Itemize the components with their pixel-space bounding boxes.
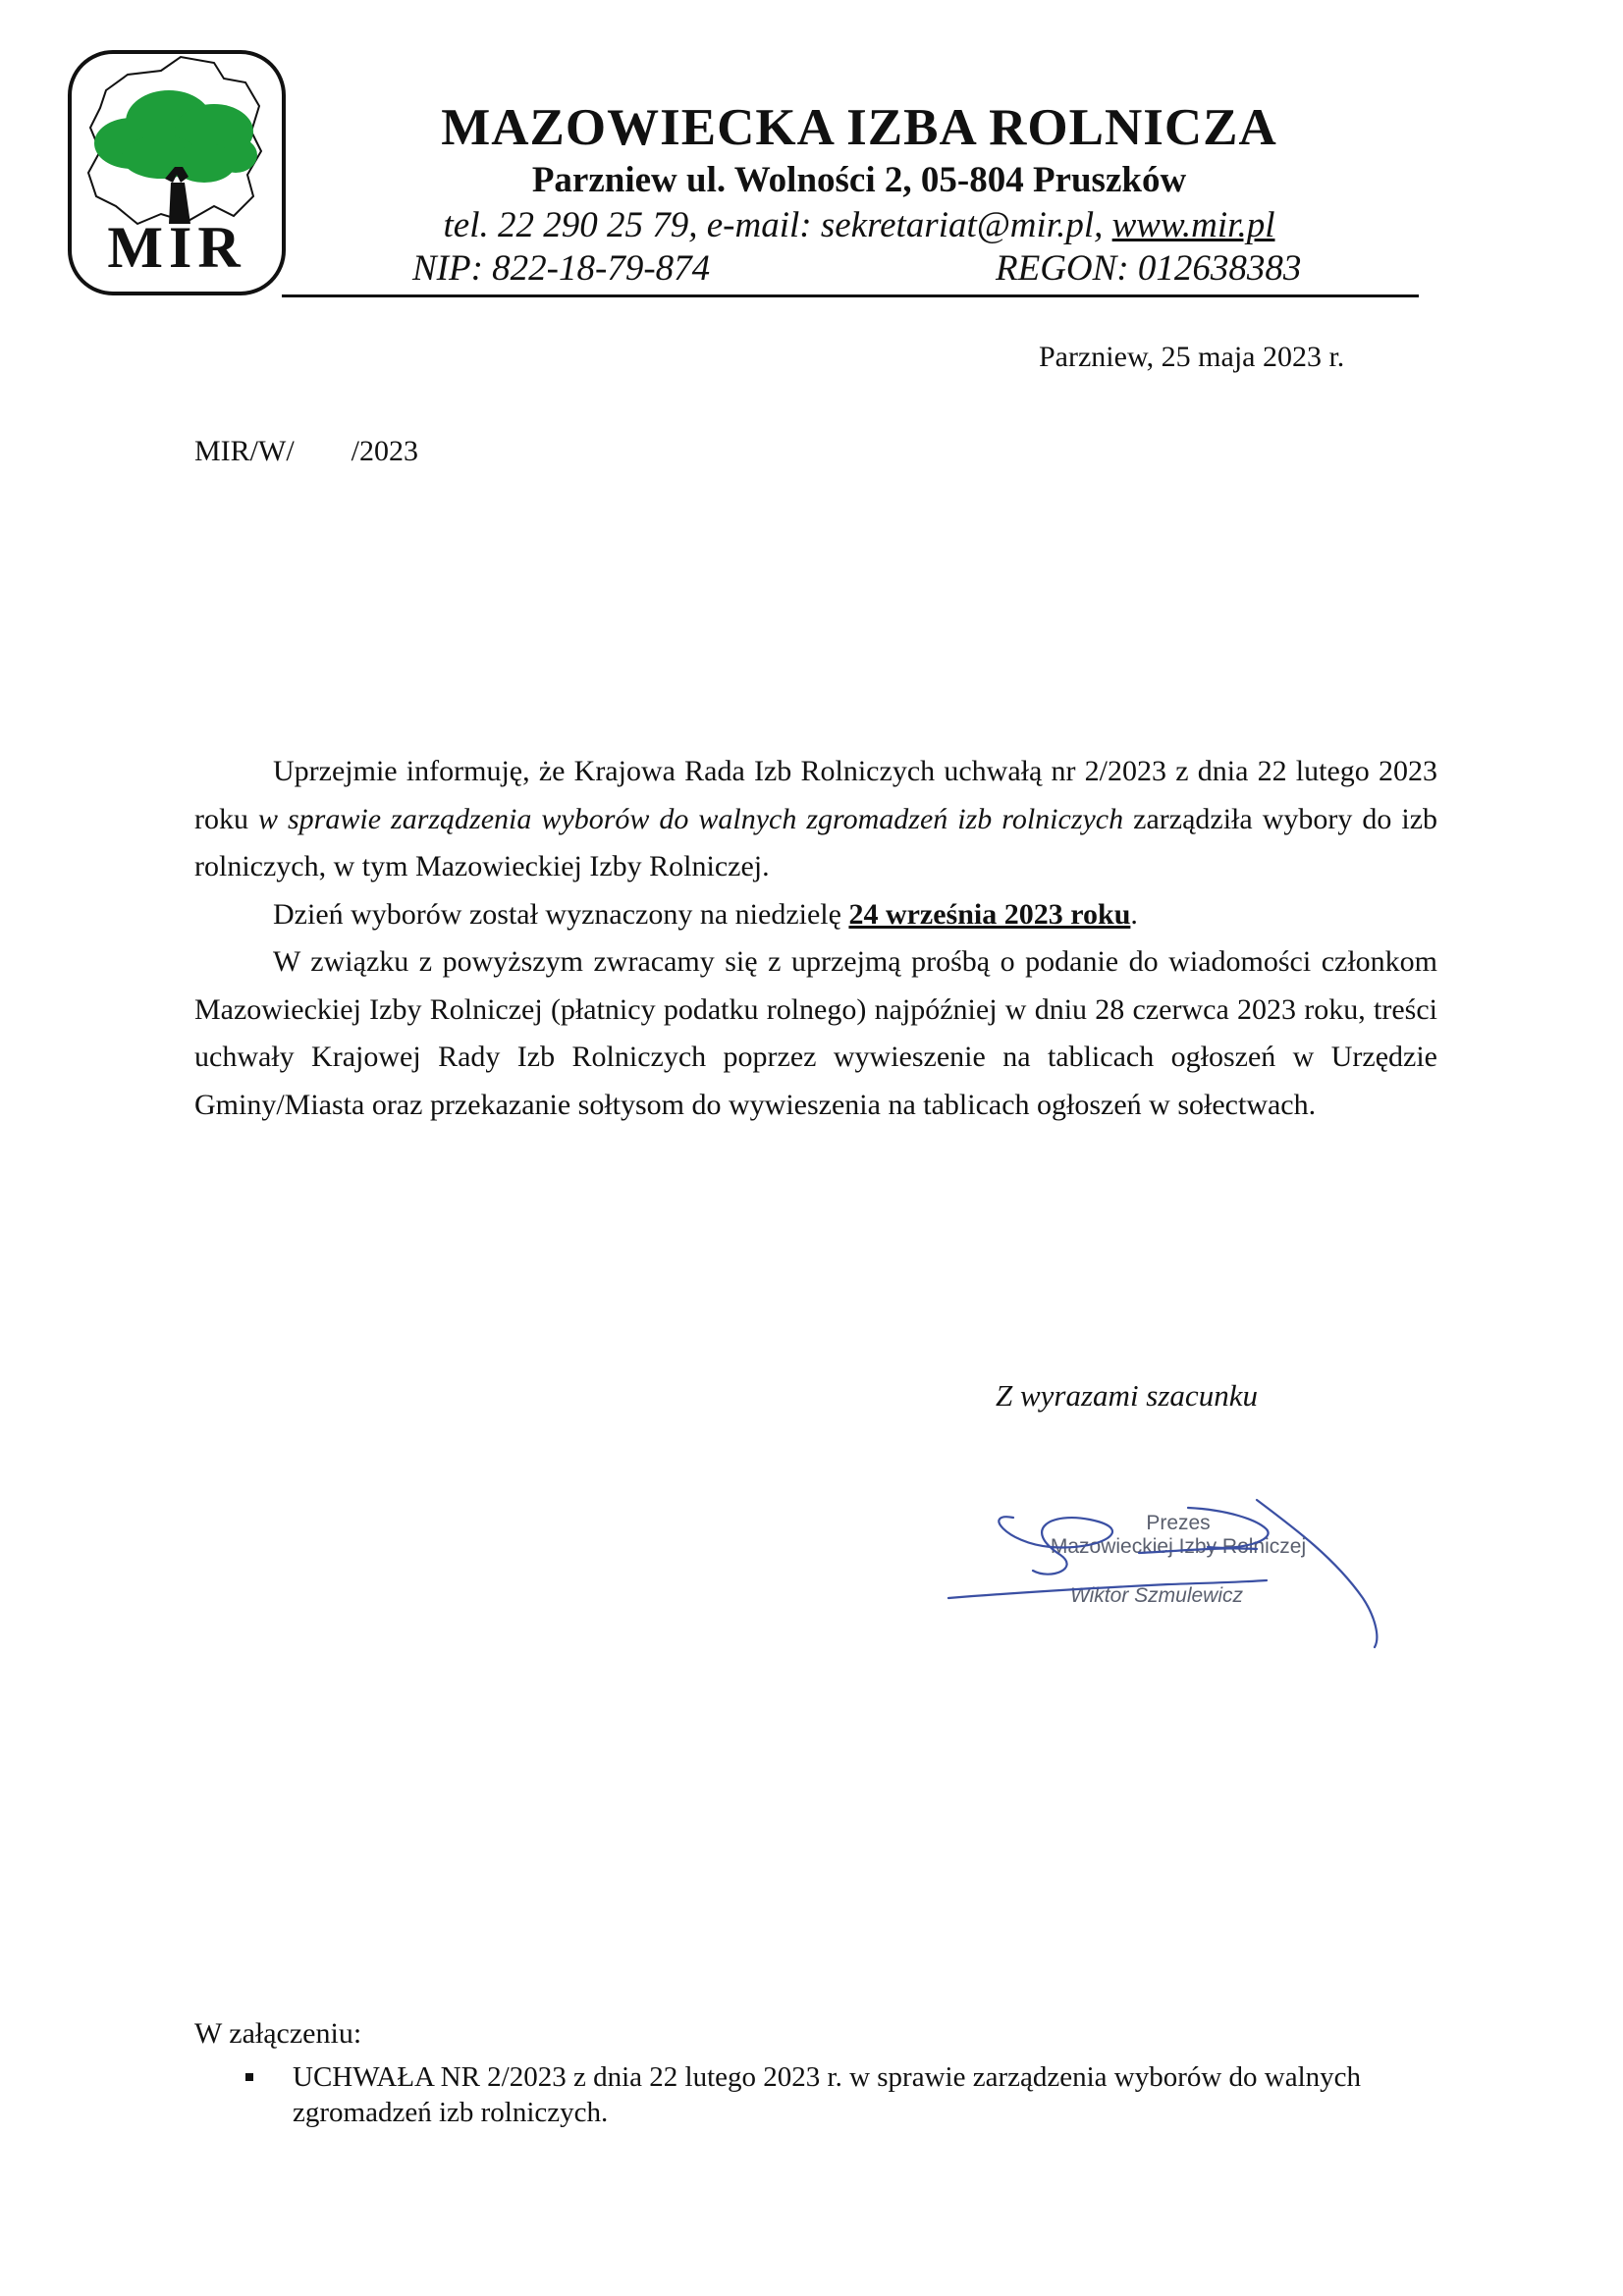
attachments-list xyxy=(194,2059,1437,2130)
nip-number: NIP: 822-18-79-874 xyxy=(412,248,711,289)
mir-logo xyxy=(67,49,287,296)
bullet-icon xyxy=(245,2073,253,2081)
reference-number xyxy=(194,432,418,471)
attachment-item-text: UCHWAŁA NR 2/2023 z dnia 22 lutego 2023 r. w sprawie zarządzenia wyborów do walnych zgromadzeń izb rolniczych. xyxy=(293,2061,1362,2128)
paragraph-3: W związku z powyższym zwracamy się z uprzejmą prośbą o podanie do wiadomości członkom Mazowieckiej Izby Rolniczej (płatnicy podatku rolnego) najpóźniej w dniu 28 czerwca 2023 roku, treści uchwały Krajowej Rady Izb Rolniczych poprzez wywieszenie na tablicach ogłoszeń w Urzędzie Gminy/Miasta oraz przekazanie sołtysom do wywieszenia na tablicach ogłoszeń w sołectwach. xyxy=(194,945,1437,1121)
attachments-heading: W załączeniu: xyxy=(194,2017,362,2050)
organization-name: MAZOWIECKA IZBA ROLNICZA xyxy=(441,99,1277,156)
paragraph-2-end: . xyxy=(1130,897,1138,931)
stamp-institution: Mazowieckiej Izby Rolniczej xyxy=(1050,1535,1307,1558)
contact-phone-email: tel. 22 290 25 79, e-mail: sekretariat@mir.pl, xyxy=(443,205,1112,245)
signature-stamp xyxy=(943,1490,1394,1667)
paragraph-2-start: Dzień wyborów został wyznaczony na niedzielę xyxy=(273,897,849,931)
paragraph-1 xyxy=(194,748,1437,891)
organization-address: Parzniew ul. Wolności 2, 05-804 Pruszków xyxy=(531,160,1187,200)
letter-body xyxy=(194,748,1437,1129)
organization-contact xyxy=(285,204,1434,247)
paragraph-2 xyxy=(194,891,1437,939)
closing-phrase: Z wyrazami szacunku xyxy=(996,1378,1258,1413)
paragraph-1-end: zarządziła wybory do izb rolniczych, w tym Mazowieckiej Izby Rolniczej. xyxy=(194,802,1438,882)
place-date: Parzniew, 25 maja 2023 r. xyxy=(1039,341,1345,373)
logo-text: MIR xyxy=(107,215,246,280)
ref-prefix: MIR/W/ xyxy=(194,435,295,467)
website-link[interactable]: www.mir.pl xyxy=(1111,205,1275,245)
resolution-subject: w sprawie zarządzenia wyborów do walnych zgromadzeń izb rolniczych xyxy=(258,802,1124,835)
election-date: 24 września 2023 roku xyxy=(848,897,1131,931)
paragraph-1-start: Uprzejmie informuję, że Krajowa Rada Izb Rolniczych uchwałą nr 2/2023 z dnia 22 lutego 2023 roku xyxy=(194,755,1437,835)
ref-suffix: /2023 xyxy=(351,435,419,467)
regon-number: REGON: 012638383 xyxy=(996,248,1302,289)
stamp-title: Prezes xyxy=(1146,1512,1211,1534)
letterhead-divider xyxy=(282,294,1419,297)
attachment-item xyxy=(194,2059,1437,2130)
stamp-name: Wiktor Szmulewicz xyxy=(1070,1584,1243,1607)
